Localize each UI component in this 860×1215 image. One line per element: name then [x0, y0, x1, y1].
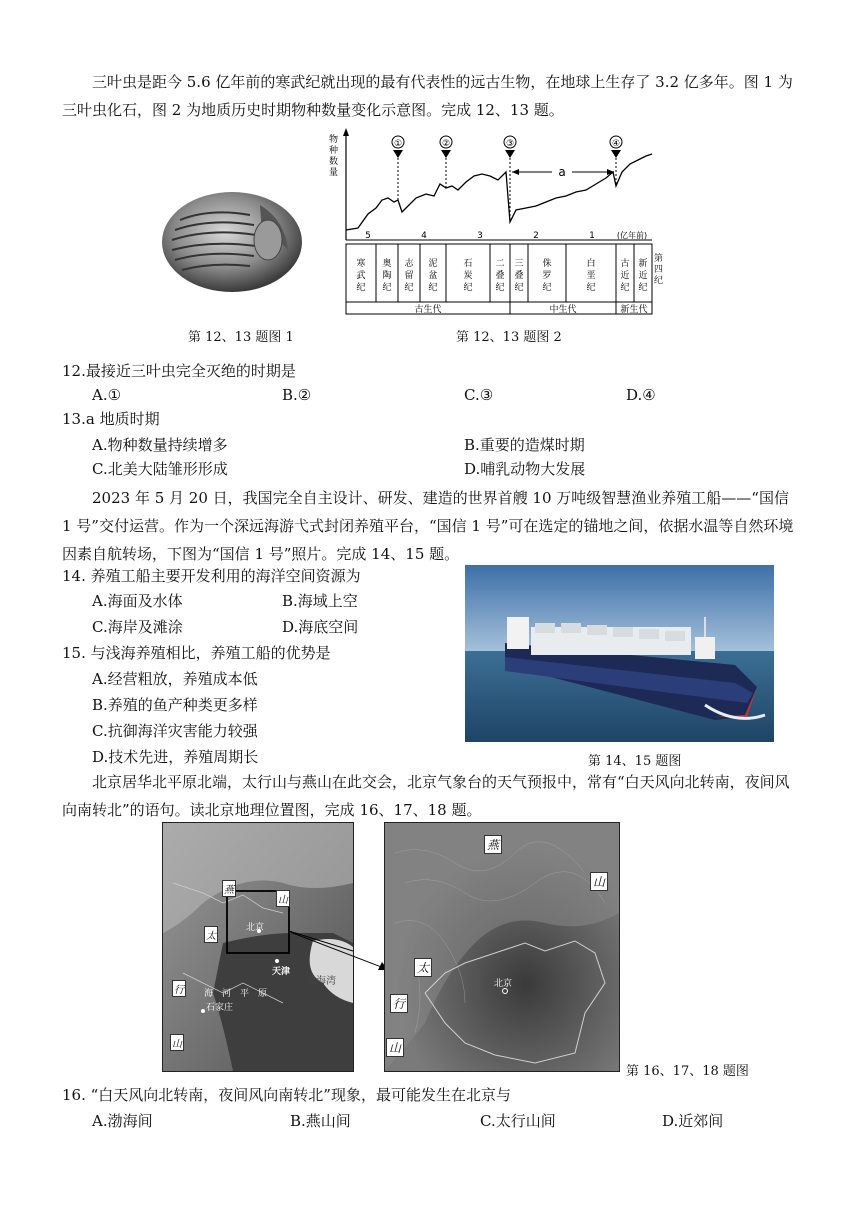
intro-paragraph-3: 北京居华北平原北端，太行山与燕山在此交会，北京气象台的天气预报中，常有“白天风向北转南，夜间风向南转北”的语句。读北京地理位置图，完成 16、17、18 题。: [62, 773, 790, 819]
question-15-option-b[interactable]: B.养殖的鱼产种类更多样: [92, 696, 258, 714]
question-12-option-c[interactable]: C.③: [464, 386, 494, 404]
left-map-xing-label: 行: [172, 980, 186, 997]
svg-text:白: 白: [586, 259, 596, 269]
left-map-shan-label-1: 山: [276, 890, 290, 907]
svg-text:纪: 纪: [463, 283, 473, 293]
svg-text:二: 二: [495, 259, 505, 269]
svg-text:陶: 陶: [382, 271, 392, 281]
question-15-stem: 15. 与浅海养殖相比，养殖工船的优势是: [62, 644, 331, 662]
era-cenozoic: 新生代: [620, 305, 648, 315]
svg-text:盆: 盆: [428, 271, 438, 281]
question-15-option-d[interactable]: D.技术先进，养殖周期长: [92, 748, 259, 766]
question-14-option-d[interactable]: D.海底空间: [282, 618, 359, 636]
svg-text:罗: 罗: [542, 271, 552, 281]
svg-text:叠: 叠: [495, 271, 505, 281]
svg-text:近: 近: [620, 271, 630, 281]
question-13-option-c[interactable]: C.北美大陆雏形形成: [92, 460, 228, 478]
intro-paragraph-1: 三叶虫是距今 5.6 亿年前的寒武纪就出现的最有代表性的远古生物，在地球上生存了 3.2 亿多年。图 1 为三叶虫化石，图 2 为地质历史时期物种数量变化示意图。完成 12、13 题。: [62, 73, 793, 119]
svg-text:志: 志: [404, 259, 414, 269]
map-zoom-arrow: [290, 930, 390, 980]
ship-photo-caption: 第 14、15 题图: [588, 754, 682, 769]
beijing-relief-map: [384, 822, 620, 1072]
question-16-option-b[interactable]: B.燕山间: [290, 1112, 351, 1130]
marker-1: ①: [393, 139, 403, 149]
svg-text:泥: 泥: [428, 259, 438, 269]
marker-2: ②: [441, 139, 451, 149]
question-12-option-b[interactable]: B.②: [282, 386, 312, 404]
era-mesozoic: 中生代: [549, 305, 577, 315]
figure-1-caption: 第 12、13 题图 1: [188, 330, 294, 345]
quaternary-label: 第 四 纪: [654, 254, 664, 286]
svg-text:纪: 纪: [620, 283, 630, 293]
question-13-option-b[interactable]: B.重要的造煤时期: [464, 436, 585, 454]
interval-a-label: a: [558, 165, 566, 179]
left-map-plain-label: 海 河 平 原: [204, 989, 268, 999]
left-map-tianjin-label: 天津: [272, 967, 291, 977]
svg-text:纪: 纪: [514, 283, 524, 293]
right-map-shan-label-2: 山: [386, 1038, 404, 1057]
tick-1: 1: [589, 231, 595, 241]
svg-text:数: 数: [329, 157, 339, 167]
marker-4: ④: [611, 139, 621, 149]
svg-text:纪: 纪: [404, 283, 414, 293]
trilobite-fossil-image: [150, 180, 310, 310]
svg-text:留: 留: [404, 271, 414, 281]
left-map-yan-label: 燕: [222, 880, 236, 897]
svg-text:石: 石: [463, 259, 473, 269]
question-12-stem: 12.最接近三叶虫完全灭绝的时期是: [62, 362, 296, 380]
svg-text:叠: 叠: [514, 271, 524, 281]
svg-text:寒: 寒: [356, 259, 366, 269]
map-caption: 第 16、17、18 题图: [626, 1064, 749, 1079]
question-16-option-c[interactable]: C.太行山间: [480, 1112, 556, 1130]
species-chart: [326, 128, 656, 318]
svg-text:种: 种: [329, 146, 339, 156]
svg-text:纪: 纪: [382, 283, 392, 293]
svg-text:垩: 垩: [586, 271, 596, 281]
svg-text:奥: 奥: [382, 259, 392, 269]
svg-text:纪: 纪: [495, 283, 505, 293]
question-13-option-a[interactable]: A.物种数量持续增多: [92, 436, 228, 454]
right-map-shan-label-1: 山: [590, 872, 608, 891]
question-16-option-a[interactable]: A.渤海间: [92, 1112, 153, 1130]
svg-text:近: 近: [638, 271, 648, 281]
question-14-option-a[interactable]: A.海面及水体: [92, 592, 183, 610]
left-map-tai-label: 太: [204, 926, 218, 943]
svg-text:新: 新: [638, 259, 648, 269]
left-map-beijing-label: 北京: [246, 923, 265, 933]
svg-text:武: 武: [356, 271, 366, 281]
ship-photo: [465, 565, 774, 742]
question-15-option-a[interactable]: A.经营粗放，养殖成本低: [92, 670, 258, 688]
tick-3: 3: [477, 231, 483, 241]
svg-text:量: 量: [329, 168, 339, 178]
svg-text:侏: 侏: [542, 259, 552, 269]
left-map-shan-label-2: 山: [170, 1034, 184, 1051]
left-map-shijiazhuang-label: 石家庄: [206, 1003, 234, 1013]
tick-4: 4: [421, 231, 427, 241]
chart-ylabel-1: 物: [329, 135, 339, 145]
svg-text:纪: 纪: [428, 283, 438, 293]
question-12-option-a[interactable]: A.①: [92, 386, 122, 404]
unit-label: (亿年前): [616, 231, 648, 240]
figure-2-caption: 第 12、13 题图 2: [456, 330, 562, 345]
marker-3: ③: [505, 139, 515, 149]
species-curve: [346, 154, 652, 230]
question-15-option-c[interactable]: C.抗御海洋灾害能力较强: [92, 722, 258, 740]
question-13-stem: 13.a 地质时期: [62, 410, 160, 428]
question-16-option-d[interactable]: D.近郊间: [662, 1112, 724, 1130]
question-14-option-b[interactable]: B.海域上空: [282, 592, 358, 610]
right-map-xing-label: 行: [390, 994, 408, 1013]
question-14-option-c[interactable]: C.海岸及滩涂: [92, 618, 183, 636]
era-paleozoic: 古生代: [414, 305, 442, 315]
question-13-option-d[interactable]: D.哺乳动物大发展: [464, 460, 586, 478]
left-map-bohai-label: 渤海湾: [306, 976, 336, 987]
svg-text:纪: 纪: [586, 283, 596, 293]
right-map-beijing-label: 北京: [494, 979, 513, 989]
svg-text:炭: 炭: [463, 271, 473, 281]
svg-text:三: 三: [514, 259, 524, 269]
question-12-option-d[interactable]: D.④: [626, 386, 656, 404]
right-map-yan-label: 燕: [484, 835, 502, 854]
right-map-tai-label: 太: [414, 958, 432, 977]
tick-5: 5: [365, 231, 371, 241]
tick-2: 2: [533, 231, 539, 241]
svg-text:纪: 纪: [542, 283, 552, 293]
intro-paragraph-2: 2023 年 5 月 20 日，我国完全自主设计、研发、建造的世界首艘 10 万吨级智慧渔业养殖工船——“国信 1 号”交付运营。作为一个深远海游弋式封闭养殖平台，“国信 1 号”可在选定的锚地之间，依据水温等自然环境因素自航转场，下图为“国信 1 号”照片。完成 14、15 题。: [62, 489, 794, 563]
svg-text:纪: 纪: [638, 283, 648, 293]
svg-text:纪: 纪: [356, 283, 366, 293]
svg-text:古: 古: [620, 259, 630, 269]
question-16-stem: 16. “白天风向北转南，夜间风向南转北”现象，最可能发生在北京与: [62, 1086, 511, 1104]
question-14-stem: 14. 养殖工船主要开发利用的海洋空间资源为: [62, 567, 361, 585]
